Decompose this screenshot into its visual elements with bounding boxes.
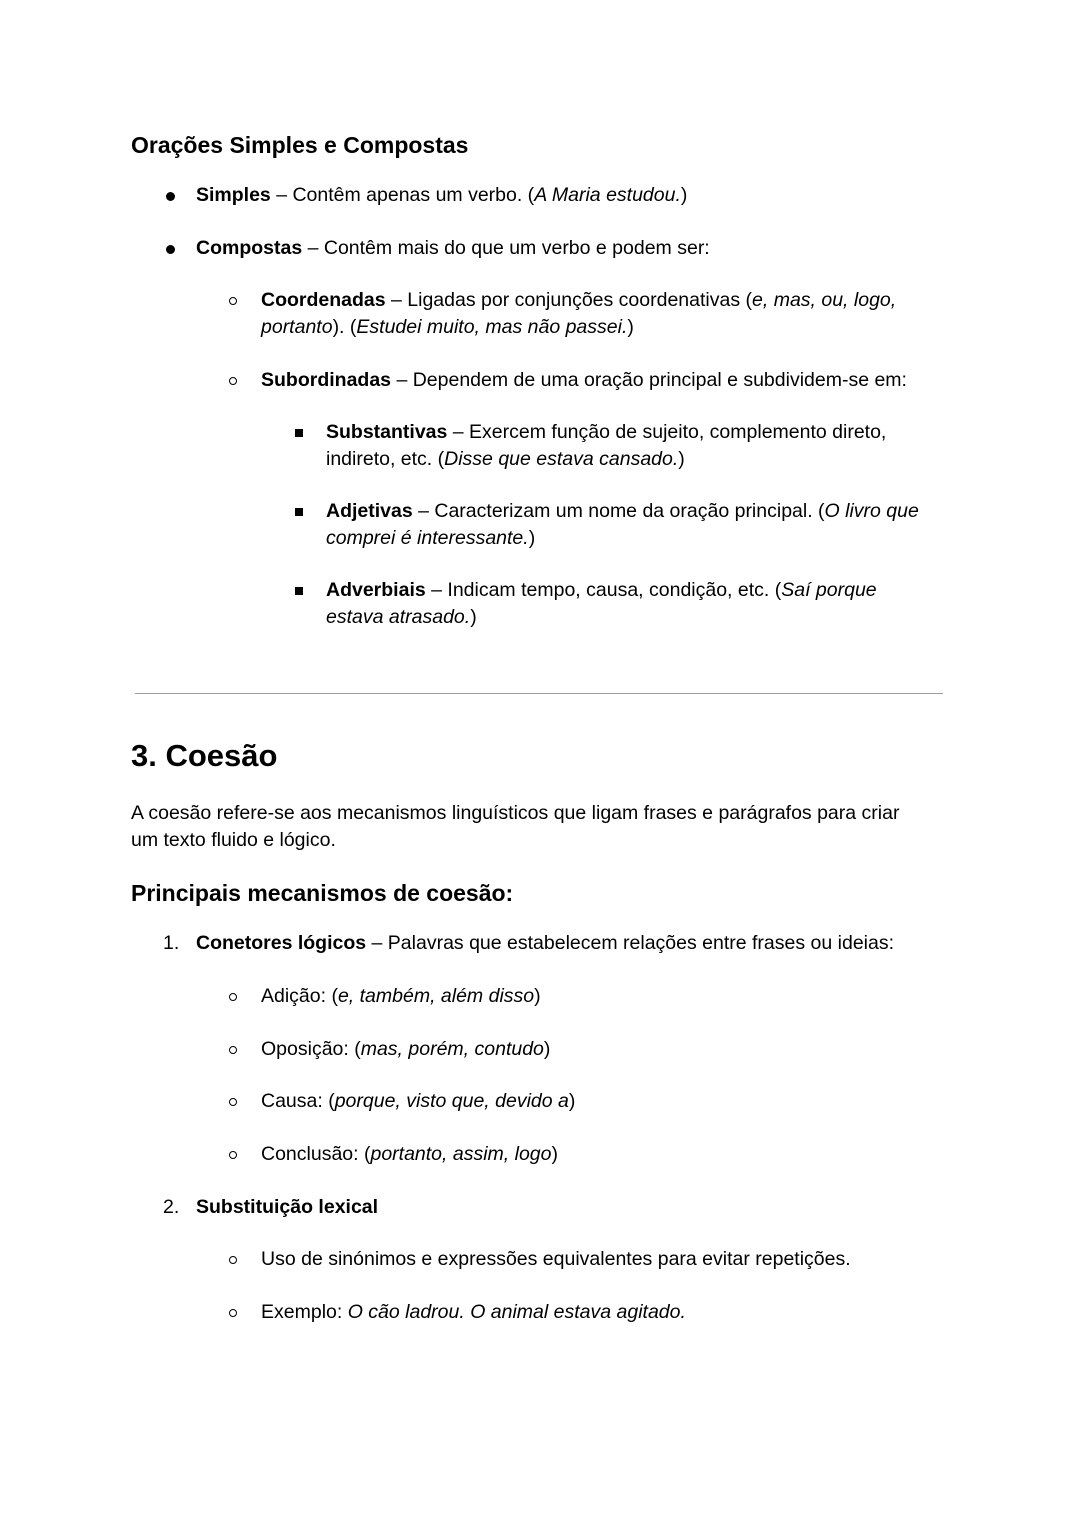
bullet-circle bbox=[229, 993, 237, 1001]
horizontal-divider bbox=[135, 693, 943, 694]
section-heading-oracoes: Orações Simples e Compostas bbox=[131, 132, 469, 158]
paren-close: ) bbox=[627, 315, 634, 338]
example-words: e, também, além disso bbox=[337, 985, 535, 1007]
list-item-subordinadas bbox=[261, 367, 907, 394]
list-item-adicao bbox=[261, 983, 541, 1010]
bullet-circle bbox=[229, 1309, 237, 1317]
example-words: porque, visto que, devido a bbox=[334, 1090, 569, 1112]
paren-close: ) bbox=[470, 605, 477, 628]
bullet-disc bbox=[166, 245, 175, 254]
example-words: mas, porém, contudo bbox=[360, 1038, 544, 1060]
list-number: 1. bbox=[163, 932, 180, 954]
bullet-square bbox=[295, 508, 303, 516]
definition-text: – Dependem de uma oração principal e subdividem-se em: bbox=[391, 369, 907, 391]
list-item-conclusao bbox=[261, 1141, 558, 1168]
list-item-causa bbox=[261, 1088, 575, 1115]
bullet-circle bbox=[229, 1046, 237, 1054]
example-label: Oposição: ( bbox=[261, 1038, 361, 1060]
example-label: Adição: ( bbox=[261, 985, 338, 1007]
example-label: Conclusão: ( bbox=[261, 1143, 371, 1165]
bullet-circle bbox=[229, 377, 237, 385]
intro-paragraph: A coesão refere-se aos mecanismos linguísticos que ligam frases e parágrafos para criar um texto fluido e lógico. bbox=[131, 802, 900, 851]
paren-close: ) bbox=[678, 447, 685, 470]
bullet-circle bbox=[229, 1151, 237, 1159]
bullet-disc bbox=[166, 192, 175, 201]
list-item-sinonimos: Uso de sinónimos e expressões equivalentes para evitar repetições. bbox=[261, 1248, 851, 1270]
term-coordenadas: Coordenadas bbox=[261, 289, 386, 311]
section-heading-coesao: 3. Coesão bbox=[131, 738, 278, 773]
example-text: Saí porque estava atrasado. bbox=[326, 579, 877, 628]
example-text: Estudei muito, mas não passei. bbox=[356, 315, 628, 338]
list-item-exemplo bbox=[261, 1299, 686, 1326]
list-item-substantivas bbox=[326, 419, 926, 472]
paren-close: ) bbox=[551, 1143, 558, 1165]
paren-close: ) bbox=[543, 1038, 551, 1060]
definition-text: – Contêm apenas um verbo. ( bbox=[270, 184, 535, 206]
definition-text: – Exercem função de sujeito, complemento direto, indireto, etc. ( bbox=[326, 421, 887, 470]
bullet-circle bbox=[229, 1256, 237, 1264]
term-substantivas: Substantivas bbox=[326, 421, 448, 443]
definition-text: – Indicam tempo, causa, condição, etc. ( bbox=[425, 579, 782, 601]
term-compostas: Compostas bbox=[196, 237, 303, 259]
list-number: 2. bbox=[163, 1196, 180, 1218]
list-item-conetores bbox=[196, 930, 894, 957]
term-simples: Simples bbox=[196, 184, 271, 206]
bullet-circle bbox=[229, 1098, 237, 1106]
definition-text: ). ( bbox=[332, 315, 357, 338]
list-item-simples bbox=[196, 182, 687, 209]
definition-text: – Contêm mais do que um verbo e podem ser: bbox=[302, 237, 710, 259]
paren-close: ) bbox=[568, 1090, 576, 1112]
bullet-circle bbox=[229, 297, 237, 305]
term-conetores: Conetores lógicos bbox=[196, 932, 367, 954]
list-item-adverbiais bbox=[326, 577, 911, 630]
term-adjetivas: Adjetivas bbox=[326, 500, 413, 522]
example-label: Causa: ( bbox=[261, 1090, 335, 1112]
example-text: O cão ladrou. O animal estava agitado. bbox=[347, 1301, 686, 1323]
bullet-square bbox=[295, 429, 303, 437]
paren-close: ) bbox=[528, 526, 536, 549]
list-item-oposicao bbox=[261, 1036, 550, 1063]
definition-text: – Palavras que estabelecem relações entre frases ou ideias: bbox=[366, 932, 895, 954]
list-item-substituicao bbox=[196, 1194, 378, 1221]
paren-close: ) bbox=[680, 184, 688, 206]
list-item-compostas bbox=[196, 235, 710, 262]
list-item-adjetivas bbox=[326, 498, 951, 551]
definition-text: – Caracterizam um nome da oração principal. ( bbox=[412, 500, 825, 522]
definition-text: – Ligadas por conjunções coordenativas ( bbox=[385, 289, 753, 311]
term-substituicao: Substituição lexical bbox=[196, 1196, 379, 1218]
example-text: Disse que estava cansado. bbox=[444, 447, 679, 470]
example-text: O livro que comprei é interessante. bbox=[326, 500, 919, 549]
paren-close: ) bbox=[534, 985, 541, 1007]
term-adverbiais: Adverbiais bbox=[326, 579, 426, 601]
example-label: Exemplo: bbox=[261, 1301, 348, 1323]
list-item-coordenadas bbox=[261, 287, 941, 340]
example-text: A Maria estudou. bbox=[534, 184, 681, 206]
bullet-square bbox=[295, 587, 303, 595]
example-words: portanto, assim, logo bbox=[370, 1143, 552, 1165]
conjunctions-text: e, mas, ou, logo, portanto bbox=[261, 289, 897, 338]
subsection-heading: Principais mecanismos de coesão: bbox=[131, 880, 514, 906]
term-subordinadas: Subordinadas bbox=[261, 369, 392, 391]
